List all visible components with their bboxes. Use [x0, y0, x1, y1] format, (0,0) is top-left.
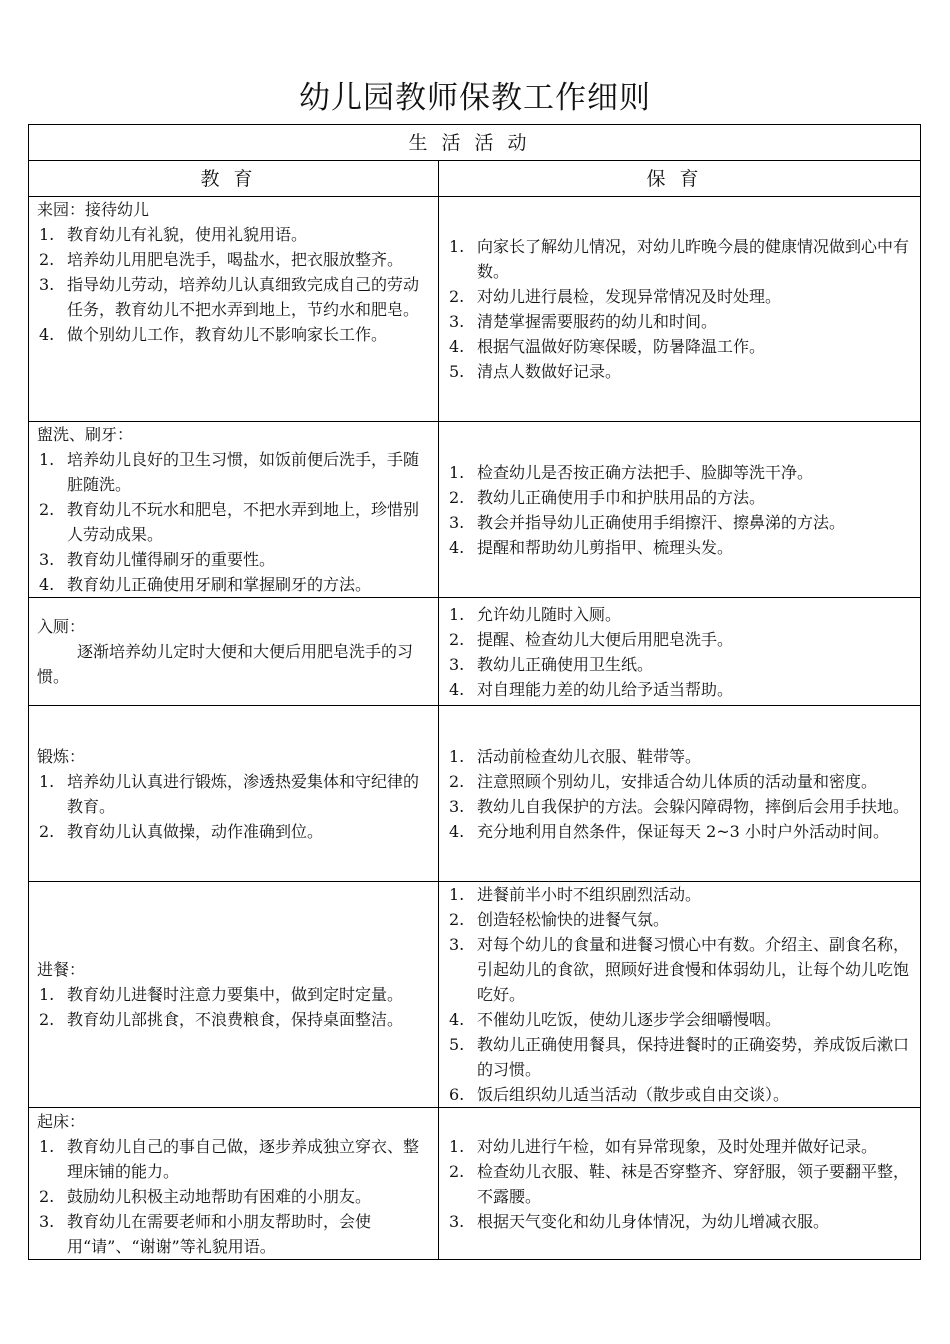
section-header: 生活活动	[29, 125, 921, 161]
item-text: 提醒和帮助幼儿剪指甲、梳理头发。	[477, 537, 734, 557]
item-text: 清点人数做好记录。	[477, 362, 622, 381]
section-header-row	[29, 125, 921, 161]
item-text: 鼓励幼儿积极主动地帮助有困难的小朋友。	[67, 1186, 372, 1206]
item-number: 3.	[39, 550, 55, 569]
item-number: 1.	[449, 604, 465, 624]
item-text: 教会并指导幼儿正确使用手绢擦汗、擦鼻涕的方法。	[477, 512, 846, 532]
list-item	[37, 1134, 432, 1184]
item-number: 2.	[39, 1010, 55, 1029]
item-number: 6.	[449, 1085, 465, 1104]
item-text: 做个别幼儿工作，教育幼儿不影响家长工作。	[67, 325, 388, 344]
item-text: 对幼儿进行午检，如有异常现象，及时处理并做好记录。	[477, 1136, 878, 1156]
item-number: 1.	[449, 1136, 465, 1156]
list-item	[447, 1209, 914, 1234]
item-number: 3.	[39, 275, 55, 294]
item-number: 4.	[449, 821, 465, 841]
item-number: 1.	[39, 450, 55, 469]
item-text: 教育幼儿认真做操，动作准确到位。	[67, 821, 324, 841]
list-item	[447, 284, 914, 309]
care-cell	[439, 706, 921, 882]
item-text: 教幼儿正确使用餐具，保持进餐时的正确姿势，养成饭后漱口的习惯。	[477, 1035, 910, 1079]
item-text: 教育幼儿正确使用牙刷和掌握刷牙的方法。	[67, 575, 372, 594]
item-number: 4.	[39, 325, 55, 344]
list-item	[447, 882, 914, 907]
list-item	[447, 677, 914, 702]
list-item	[37, 819, 432, 844]
item-text: 根据天气变化和幼儿身体情况，为幼儿增减衣服。	[477, 1211, 830, 1231]
list-item	[447, 819, 914, 844]
list-item	[447, 627, 914, 652]
item-text: 教育幼儿有礼貌，使用礼貌用语。	[67, 225, 308, 244]
activity-row	[29, 882, 921, 1108]
item-text: 教幼儿正确使用卫生纸。	[477, 654, 654, 674]
list-item	[447, 652, 914, 677]
item-number: 1.	[449, 885, 465, 904]
item-text: 允许幼儿随时入厕。	[477, 604, 622, 624]
care-cell	[439, 882, 921, 1108]
item-number: 1.	[39, 771, 55, 791]
education-cell	[29, 706, 439, 882]
education-cell	[29, 422, 439, 598]
item-text: 充分地利用自然条件，保证每天 2~3 小时户外活动时间。	[477, 821, 889, 841]
item-text: 教育幼儿进餐时注意力要集中，做到定时定量。	[67, 985, 404, 1004]
item-number: 3.	[449, 312, 465, 331]
item-text: 教幼儿自我保护的方法。会躲闪障碍物，摔倒后会用手扶地。	[477, 796, 910, 816]
item-number: 3.	[39, 1211, 55, 1231]
list-item	[447, 460, 914, 485]
item-text: 教育幼儿在需要老师和小朋友帮助时，会使用“请”、“谢谢”等礼貌用语。	[67, 1211, 372, 1256]
item-number: 2.	[449, 910, 465, 929]
item-text: 培养幼儿用肥皂洗手，喝盐水，把衣服放整齐。	[67, 250, 404, 269]
list-item	[447, 1007, 914, 1032]
item-number: 3.	[449, 654, 465, 674]
education-cell	[29, 598, 439, 706]
item-text: 检查幼儿衣服、鞋、袜是否穿整齐、穿舒服，领子要翻平整，不露腰。	[477, 1161, 910, 1206]
item-number: 2.	[449, 771, 465, 791]
item-list	[447, 744, 914, 844]
item-number: 3.	[449, 796, 465, 816]
list-item	[447, 932, 914, 1007]
item-number: 1.	[449, 746, 465, 766]
list-item	[37, 769, 432, 819]
care-cell	[439, 598, 921, 706]
care-cell	[439, 197, 921, 422]
item-number: 5.	[449, 362, 465, 381]
activity-title: 来园：接待幼儿	[37, 200, 150, 219]
list-item	[447, 907, 914, 932]
item-list	[447, 602, 914, 702]
item-number: 2.	[39, 250, 55, 269]
item-number: 2.	[39, 821, 55, 841]
page-title: 幼儿园教师保教工作细则	[299, 80, 651, 116]
item-number: 1.	[39, 225, 55, 244]
list-item	[447, 1082, 914, 1107]
list-item	[447, 234, 914, 284]
list-item	[37, 982, 432, 1007]
item-number: 3.	[449, 512, 465, 532]
list-item	[37, 447, 432, 497]
activity-title: 盥洗、刷牙：	[37, 425, 134, 444]
item-list	[37, 982, 432, 1032]
education-cell	[29, 1108, 439, 1260]
item-text: 教育幼儿不玩水和肥皂，不把水弄到地上，珍惜别人劳动成果。	[67, 500, 420, 544]
item-text: 向家长了解幼儿情况，对幼儿昨晚今晨的健康情况做到心中有数。	[477, 237, 910, 281]
item-text: 教育幼儿自己的事自己做，逐步养成独立穿衣、整理床铺的能力。	[67, 1136, 420, 1181]
list-item	[447, 744, 914, 769]
item-text: 教育幼儿懂得刷牙的重要性。	[67, 550, 276, 569]
item-list	[37, 1134, 432, 1259]
item-text: 检查幼儿是否按正确方法把手、脸脚等洗干净。	[477, 462, 814, 482]
item-number: 2.	[39, 1186, 55, 1206]
item-text: 指导幼儿劳动，培养幼儿认真细致完成自己的劳动任务，教育幼儿不把水弄到地上，节约水和肥皂。	[67, 275, 420, 319]
list-item	[447, 1032, 914, 1082]
item-text: 清楚掌握需要服药的幼儿和时间。	[477, 312, 718, 331]
list-item	[37, 1007, 432, 1032]
care-cell	[439, 1108, 921, 1260]
item-text: 教育幼儿部挑食，不浪费粮食，保持桌面整洁。	[67, 1010, 404, 1029]
list-item	[447, 359, 914, 384]
item-list	[447, 234, 914, 384]
column-header-row	[29, 161, 921, 197]
item-list	[37, 447, 432, 597]
work-rules-table	[28, 124, 921, 1260]
item-list	[447, 1134, 914, 1234]
activity-row	[29, 598, 921, 706]
item-number: 4.	[39, 575, 55, 594]
item-number: 3.	[449, 1211, 465, 1231]
item-number: 4.	[449, 337, 465, 356]
activity-row	[29, 706, 921, 882]
list-item	[37, 322, 432, 347]
list-item	[37, 272, 432, 322]
list-item	[37, 247, 432, 272]
activity-title: 起床：	[37, 1111, 86, 1131]
education-paragraph: 逐渐培养幼儿定时大便和大便后用肥皂洗手的习惯。	[37, 642, 414, 686]
activity-row	[29, 1108, 921, 1260]
activity-title: 进餐：	[37, 960, 86, 979]
item-text: 对每个幼儿的食量和进餐习惯心中有数。介绍主、副食名称，引起幼儿的食欲，照顾好进食慢和体弱幼儿，让每个幼儿吃饱吃好。	[477, 935, 910, 1004]
list-item	[37, 572, 432, 597]
list-item	[37, 222, 432, 247]
activity-row	[29, 197, 921, 422]
education-cell	[29, 197, 439, 422]
list-item	[447, 1134, 914, 1159]
list-item	[447, 510, 914, 535]
item-number: 1.	[449, 237, 465, 256]
list-item	[447, 485, 914, 510]
list-item	[447, 1159, 914, 1209]
education-cell	[29, 882, 439, 1108]
item-number: 2.	[449, 1161, 465, 1181]
item-number: 1.	[39, 1136, 55, 1156]
item-text: 进餐前半小时不组织剧烈活动。	[477, 885, 702, 904]
item-number: 3.	[449, 935, 465, 954]
list-item	[37, 1184, 432, 1209]
item-text: 提醒、检查幼儿大便后用肥皂洗手。	[477, 629, 734, 649]
activity-row	[29, 422, 921, 598]
item-number: 1.	[39, 985, 55, 1004]
item-list	[37, 222, 432, 347]
item-text: 根据气温做好防寒保暖，防暑降温工作。	[477, 337, 766, 356]
item-text: 创造轻松愉快的进餐气氛。	[477, 910, 670, 929]
item-text: 培养幼儿认真进行锻炼，渗透热爱集体和守纪律的教育。	[67, 771, 420, 816]
item-number: 4.	[449, 537, 465, 557]
activity-title: 入厕：	[37, 617, 86, 636]
item-list	[447, 882, 914, 1107]
item-text: 教幼儿正确使用手巾和护肤用品的方法。	[477, 487, 766, 507]
item-number: 2.	[39, 500, 55, 519]
list-item	[447, 794, 914, 819]
item-number: 4.	[449, 1010, 465, 1029]
list-item	[447, 535, 914, 560]
item-number: 2.	[449, 629, 465, 649]
list-item	[447, 769, 914, 794]
item-number: 4.	[449, 679, 465, 699]
item-number: 2.	[449, 287, 465, 306]
item-text: 对幼儿进行晨检，发现异常情况及时处理。	[477, 287, 782, 306]
item-list	[37, 769, 432, 844]
list-item	[447, 309, 914, 334]
item-number: 2.	[449, 487, 465, 507]
list-item	[447, 334, 914, 359]
item-text: 不催幼儿吃饭，使幼儿逐步学会细嚼慢咽。	[477, 1010, 782, 1029]
care-cell	[439, 422, 921, 598]
item-list	[447, 460, 914, 560]
list-item	[37, 497, 432, 547]
item-text: 培养幼儿良好的卫生习惯，如饭前便后洗手，手随脏随洗。	[67, 450, 420, 494]
item-text: 饭后组织幼儿适当活动（散步或自由交谈）。	[477, 1085, 790, 1104]
item-number: 1.	[449, 462, 465, 482]
item-text: 对自理能力差的幼儿给予适当帮助。	[477, 679, 734, 699]
item-number: 5.	[449, 1035, 465, 1054]
list-item	[37, 1209, 432, 1259]
activity-title: 锻炼：	[37, 746, 86, 766]
column-header-care: 保育	[439, 161, 921, 197]
column-header-education: 教育	[29, 161, 439, 197]
list-item	[37, 547, 432, 572]
list-item	[447, 602, 914, 627]
item-text: 活动前检查幼儿衣服、鞋带等。	[477, 746, 702, 766]
item-text: 注意照顾个别幼儿，安排适合幼儿体质的活动量和密度。	[477, 771, 878, 791]
